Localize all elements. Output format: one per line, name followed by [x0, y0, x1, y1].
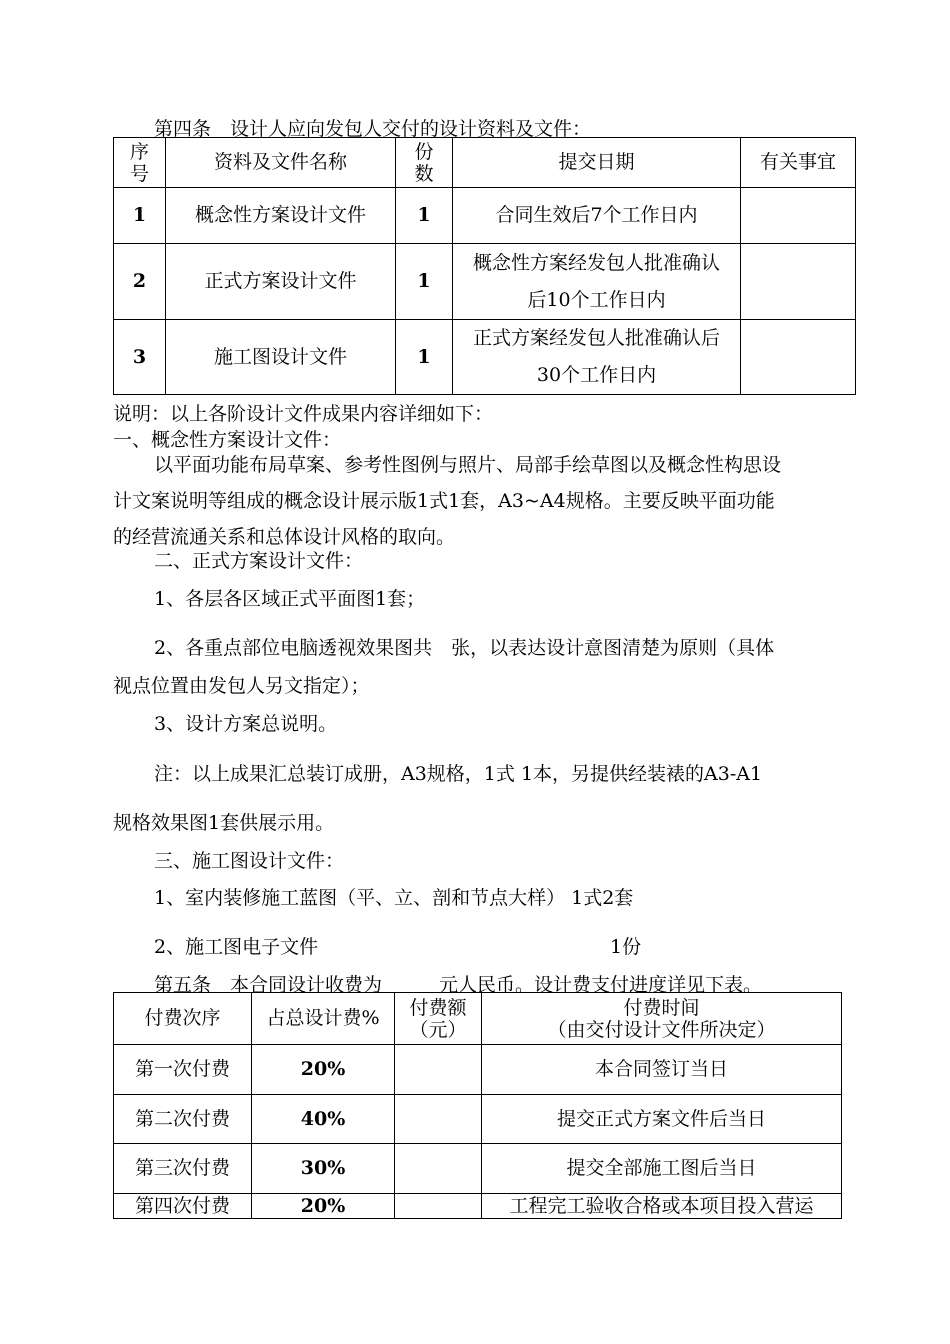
header-notes: 有关事宜 — [741, 138, 856, 188]
row-notes — [741, 188, 856, 244]
header-order: 付费次序 — [114, 993, 252, 1045]
section2-item1: 1、各层各区域正式平面图1套； — [154, 588, 426, 610]
row-order: 第一次付费 — [114, 1045, 252, 1095]
section2-item2-line1: 2、各重点部位电脑透视效果图共 张，以表达设计意图清楚为原则（具体 — [154, 637, 775, 659]
row-time: 本合同签订当日 — [482, 1045, 842, 1095]
article4-heading: 第四条 设计人应向发包人交付的设计资料及文件： — [154, 118, 592, 140]
row-amount — [395, 1045, 482, 1095]
row-order: 第三次付费 — [114, 1144, 252, 1194]
header-percent: 占总设计费% — [252, 993, 395, 1045]
row-date: 合同生效后7个工作日内 — [453, 188, 741, 244]
row-time: 提交全部施工图后当日 — [482, 1144, 842, 1194]
row-copies: 1 — [396, 188, 453, 244]
row-percent: 20% — [252, 1194, 395, 1219]
table-row — [114, 188, 856, 244]
section1-body-line1: 以平面功能布局草案、参考性图例与照片、局部手绘草图以及概念性构思设 — [154, 454, 782, 476]
row-no: 3 — [114, 320, 166, 395]
row-percent: 40% — [252, 1095, 395, 1144]
table-header-row — [114, 138, 856, 188]
row-name: 正式方案设计文件 — [166, 244, 396, 320]
row-percent: 30% — [252, 1144, 395, 1194]
table-row — [114, 1144, 842, 1194]
section3-title: 三、施工图设计文件： — [154, 850, 345, 872]
section2-title: 二、正式方案设计文件： — [154, 550, 364, 572]
row-amount — [395, 1194, 482, 1219]
row-percent: 20% — [252, 1045, 395, 1095]
section3-item2-qty: 1份 — [610, 936, 642, 958]
row-order: 第二次付费 — [114, 1095, 252, 1144]
row-name: 施工图设计文件 — [166, 320, 396, 395]
row-no: 2 — [114, 244, 166, 320]
row-time: 工程完工验收合格或本项目投入营运 — [482, 1194, 842, 1219]
row-name: 概念性方案设计文件 — [166, 188, 396, 244]
row-notes — [741, 320, 856, 395]
row-amount — [395, 1144, 482, 1194]
section3-item2: 2、施工图电子文件 — [154, 936, 319, 958]
table-row — [114, 1194, 842, 1219]
header-time: 付费时间 （由交付设计文件所决定） — [482, 993, 842, 1045]
table-row — [114, 1095, 842, 1144]
row-copies: 1 — [396, 320, 453, 395]
section3-item1: 1、室内装修施工蓝图（平、立、剖和节点大样） 1式2套 — [154, 887, 634, 909]
section1-body-line2: 计文案说明等组成的概念设计展示版1式1套，A3~A4规格。主要反映平面功能 — [113, 490, 775, 512]
note-line2: 规格效果图1套供展示用。 — [113, 812, 335, 834]
row-amount — [395, 1095, 482, 1144]
table-header-row — [114, 993, 842, 1045]
article5-heading: 第五条 本合同设计收费为 元人民币。设计费支付进度详见下表。 — [154, 974, 763, 996]
row-no: 1 — [114, 188, 166, 244]
payment-table — [113, 992, 842, 1219]
deliverables-table — [113, 137, 856, 395]
section1-body-line3: 的经营流通关系和总体设计风格的取向。 — [113, 526, 456, 548]
row-notes — [741, 244, 856, 320]
row-order: 第四次付费 — [114, 1194, 252, 1219]
row-time: 提交正式方案文件后当日 — [482, 1095, 842, 1144]
header-copies: 份 数 — [396, 138, 453, 188]
row-date: 概念性方案经发包人批准确认 后10个工作日内 — [453, 244, 741, 320]
row-copies: 1 — [396, 244, 453, 320]
section1-title: 一、概念性方案设计文件： — [113, 429, 342, 451]
table-row — [114, 320, 856, 395]
note-line1: 注：以上成果汇总装订成册，A3规格，1式 1本，另提供经装裱的A3-A1 — [154, 763, 763, 785]
table-row — [114, 244, 856, 320]
header-seq: 序 号 — [114, 138, 166, 188]
header-date: 提交日期 — [453, 138, 741, 188]
section2-item2-line2: 视点位置由发包人另文指定）； — [113, 675, 370, 697]
table-row — [114, 1045, 842, 1095]
header-amount: 付费额 （元） — [395, 993, 482, 1045]
section2-item3: 3、设计方案总说明。 — [154, 713, 338, 735]
explanation-line: 说明：以上各阶设计文件成果内容详细如下： — [113, 403, 494, 425]
header-name: 资料及文件名称 — [166, 138, 396, 188]
row-date: 正式方案经发包人批准确认后 30个工作日内 — [453, 320, 741, 395]
